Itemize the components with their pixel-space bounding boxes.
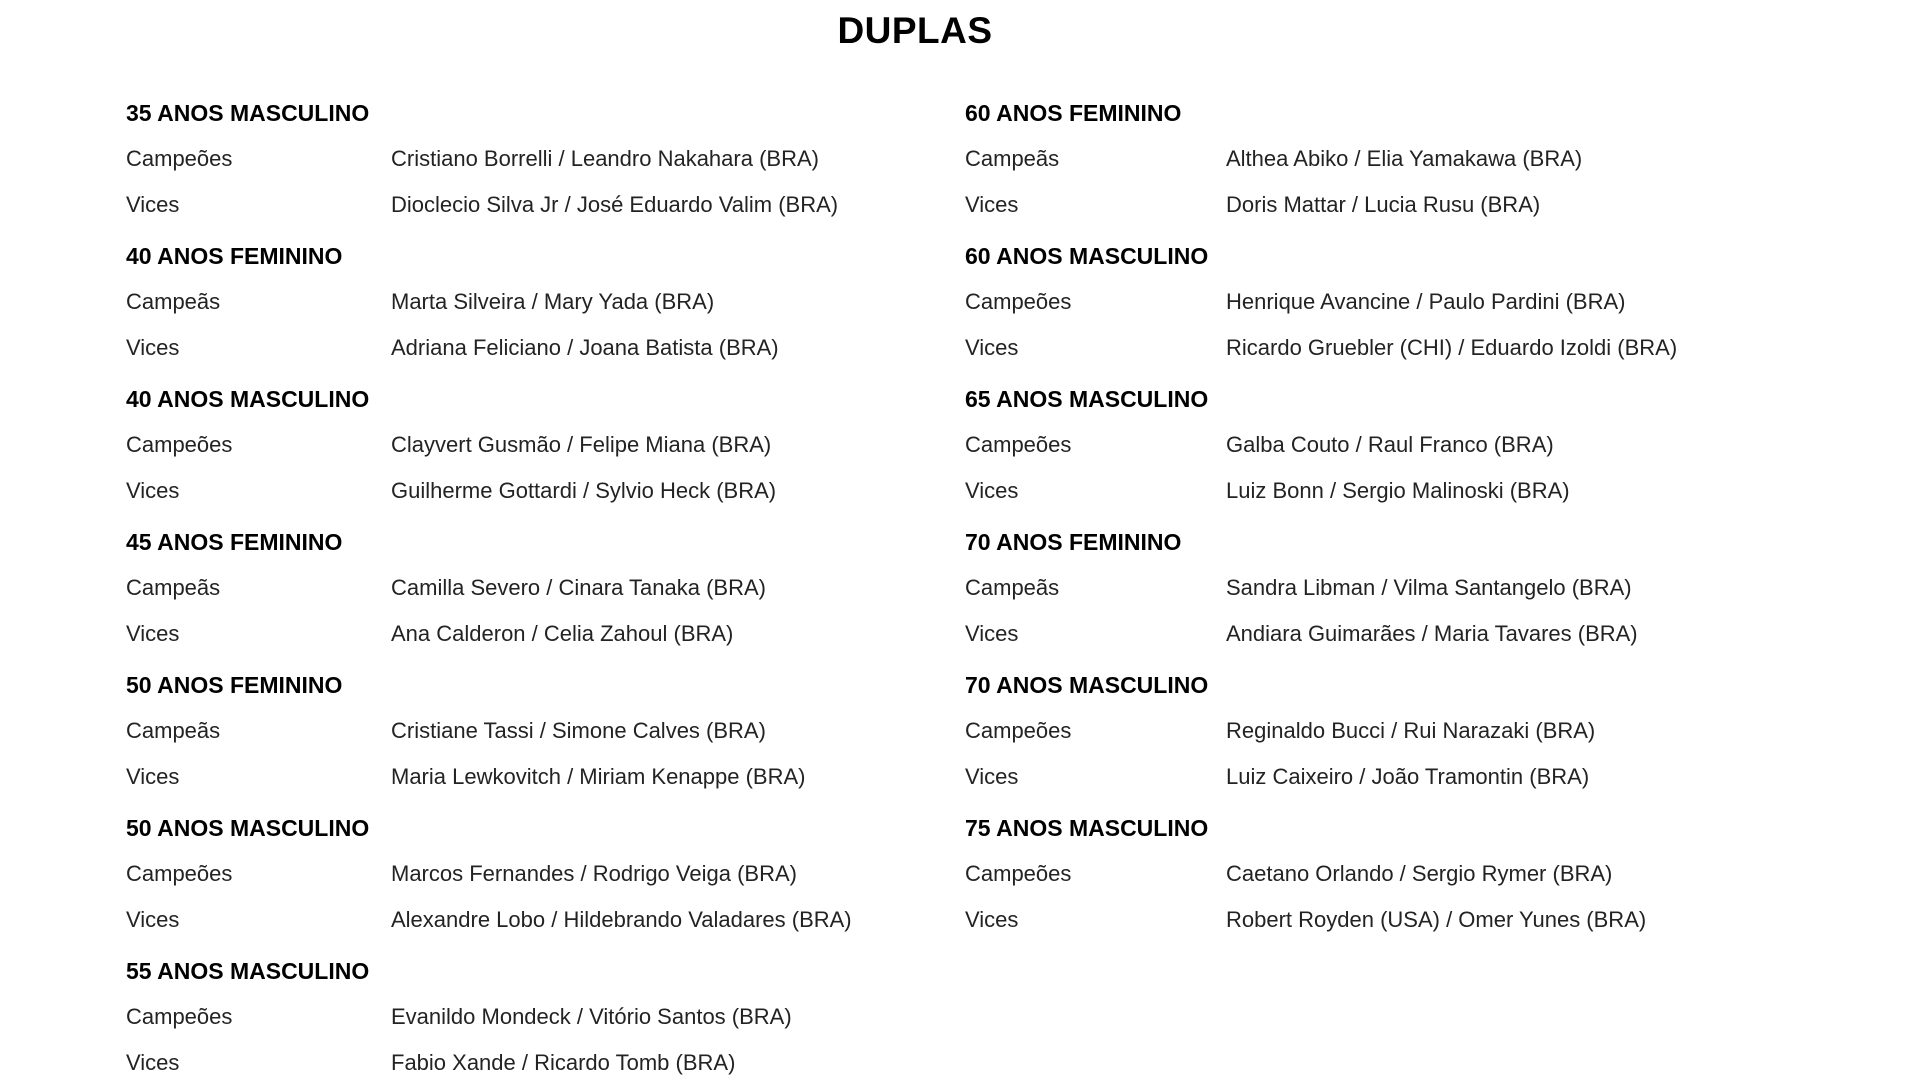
result-row — [126, 1040, 936, 1086]
result-row — [126, 851, 936, 897]
category-header: 55 ANOS MASCULINO — [126, 958, 370, 984]
result-row — [126, 897, 936, 943]
pair-names: Andiara Guimarães / Maria Tavares (BRA) — [1226, 621, 1638, 646]
pair-names: Cristiane Tassi / Simone Calves (BRA) — [391, 718, 766, 743]
placement-label: Vices — [965, 621, 1019, 646]
pair-names: Caetano Orlando / Sergio Rymer (BRA) — [1226, 861, 1613, 886]
result-row — [965, 565, 1795, 611]
results-column-left — [126, 90, 936, 1086]
pair-names: Ana Calderon / Celia Zahoul (BRA) — [391, 621, 734, 646]
pair-names: Maria Lewkovitch / Miriam Kenappe (BRA) — [391, 764, 806, 789]
placement-label: Vices — [126, 478, 180, 503]
category-section — [965, 376, 1795, 514]
pair-names: Galba Couto / Raul Franco (BRA) — [1226, 432, 1554, 457]
category-header: 60 ANOS FEMININO — [965, 100, 1182, 126]
placement-label: Vices — [126, 192, 180, 217]
result-row — [126, 136, 936, 182]
result-row — [965, 851, 1795, 897]
category-section — [965, 90, 1795, 228]
placement-label: Vices — [126, 907, 180, 932]
category-section — [965, 662, 1795, 800]
placement-label: Campeões — [965, 432, 1072, 457]
pair-names: Evanildo Mondeck / Vitório Santos (BRA) — [391, 1004, 792, 1029]
pair-names: Sandra Libman / Vilma Santangelo (BRA) — [1226, 575, 1632, 600]
category-header: 60 ANOS MASCULINO — [965, 243, 1209, 269]
category-header: 45 ANOS FEMININO — [126, 529, 343, 555]
placement-label: Campeãs — [126, 575, 221, 600]
placement-label: Campeões — [965, 861, 1072, 886]
result-row — [126, 611, 936, 657]
pair-names: Dioclecio Silva Jr / José Eduardo Valim (BRA) — [391, 192, 839, 217]
category-section — [126, 948, 936, 1086]
placement-label: Campeões — [126, 861, 233, 886]
placement-label: Vices — [126, 621, 180, 646]
placement-label: Campeãs — [965, 146, 1060, 171]
result-row — [126, 708, 936, 754]
result-row — [965, 754, 1795, 800]
pair-names: Reginaldo Bucci / Rui Narazaki (BRA) — [1226, 718, 1596, 743]
category-header: 75 ANOS MASCULINO — [965, 815, 1209, 841]
category-section — [965, 233, 1795, 371]
placement-label: Vices — [965, 335, 1019, 360]
category-section — [965, 805, 1795, 943]
pair-names: Luiz Bonn / Sergio Malinoski (BRA) — [1226, 478, 1570, 503]
category-header: 50 ANOS FEMININO — [126, 672, 343, 698]
placement-label: Campeões — [965, 289, 1072, 314]
result-row — [126, 422, 936, 468]
pair-names: Alexandre Lobo / Hildebrando Valadares (BRA) — [391, 907, 852, 932]
placement-label: Vices — [965, 907, 1019, 932]
pair-names: Camilla Severo / Cinara Tanaka (BRA) — [391, 575, 766, 600]
placement-label: Vices — [965, 764, 1019, 789]
category-section — [126, 805, 936, 943]
result-row — [126, 279, 936, 325]
pair-names: Marta Silveira / Mary Yada (BRA) — [391, 289, 715, 314]
placement-label: Campeãs — [965, 575, 1060, 600]
pair-names: Fabio Xande / Ricardo Tomb (BRA) — [391, 1050, 736, 1075]
page-title: DUPLAS — [837, 10, 993, 51]
pair-names: Robert Royden (USA) / Omer Yunes (BRA) — [1226, 907, 1647, 932]
category-section — [965, 519, 1795, 657]
result-row — [965, 279, 1795, 325]
category-header: 35 ANOS MASCULINO — [126, 100, 370, 126]
pair-names: Adriana Feliciano / Joana Batista (BRA) — [391, 335, 779, 360]
category-header: 40 ANOS MASCULINO — [126, 386, 370, 412]
result-row — [126, 754, 936, 800]
result-row — [965, 422, 1795, 468]
category-header: 50 ANOS MASCULINO — [126, 815, 370, 841]
category-section — [126, 519, 936, 657]
placement-label: Campeões — [126, 1004, 233, 1029]
result-row — [126, 182, 936, 228]
placement-label: Vices — [126, 1050, 180, 1075]
category-header: 65 ANOS MASCULINO — [965, 386, 1209, 412]
results-column-right — [965, 90, 1795, 943]
category-header: 70 ANOS MASCULINO — [965, 672, 1209, 698]
pair-names: Ricardo Gruebler (CHI) / Eduardo Izoldi (BRA) — [1226, 335, 1678, 360]
category-section — [126, 662, 936, 800]
category-header: 40 ANOS FEMININO — [126, 243, 343, 269]
placement-label: Vices — [126, 335, 180, 360]
result-row — [965, 708, 1795, 754]
placement-label: Vices — [965, 478, 1019, 503]
result-row — [965, 468, 1795, 514]
category-section — [126, 233, 936, 371]
category-section — [126, 376, 936, 514]
result-row — [126, 994, 936, 1040]
placement-label: Campeãs — [126, 289, 221, 314]
result-row — [965, 897, 1795, 943]
placement-label: Campeões — [965, 718, 1072, 743]
placement-label: Campeões — [126, 432, 233, 457]
result-row — [965, 611, 1795, 657]
pair-names: Guilherme Gottardi / Sylvio Heck (BRA) — [391, 478, 777, 503]
result-row — [126, 468, 936, 514]
placement-label: Vices — [965, 192, 1019, 217]
result-row — [126, 565, 936, 611]
pair-names: Clayvert Gusmão / Felipe Miana (BRA) — [391, 432, 772, 457]
placement-label: Campeãs — [126, 718, 221, 743]
result-row — [126, 325, 936, 371]
pair-names: Althea Abiko / Elia Yamakawa (BRA) — [1226, 146, 1583, 171]
result-row — [965, 325, 1795, 371]
result-row — [965, 182, 1795, 228]
placement-label: Vices — [126, 764, 180, 789]
category-section — [126, 90, 936, 228]
pair-names: Henrique Avancine / Paulo Pardini (BRA) — [1226, 289, 1626, 314]
pair-names: Cristiano Borrelli / Leandro Nakahara (BRA) — [391, 146, 819, 171]
category-header: 70 ANOS FEMININO — [965, 529, 1182, 555]
placement-label: Campeões — [126, 146, 233, 171]
pair-names: Marcos Fernandes / Rodrigo Veiga (BRA) — [391, 861, 797, 886]
pair-names: Doris Mattar / Lucia Rusu (BRA) — [1226, 192, 1541, 217]
result-row — [965, 136, 1795, 182]
pair-names: Luiz Caixeiro / João Tramontin (BRA) — [1226, 764, 1590, 789]
